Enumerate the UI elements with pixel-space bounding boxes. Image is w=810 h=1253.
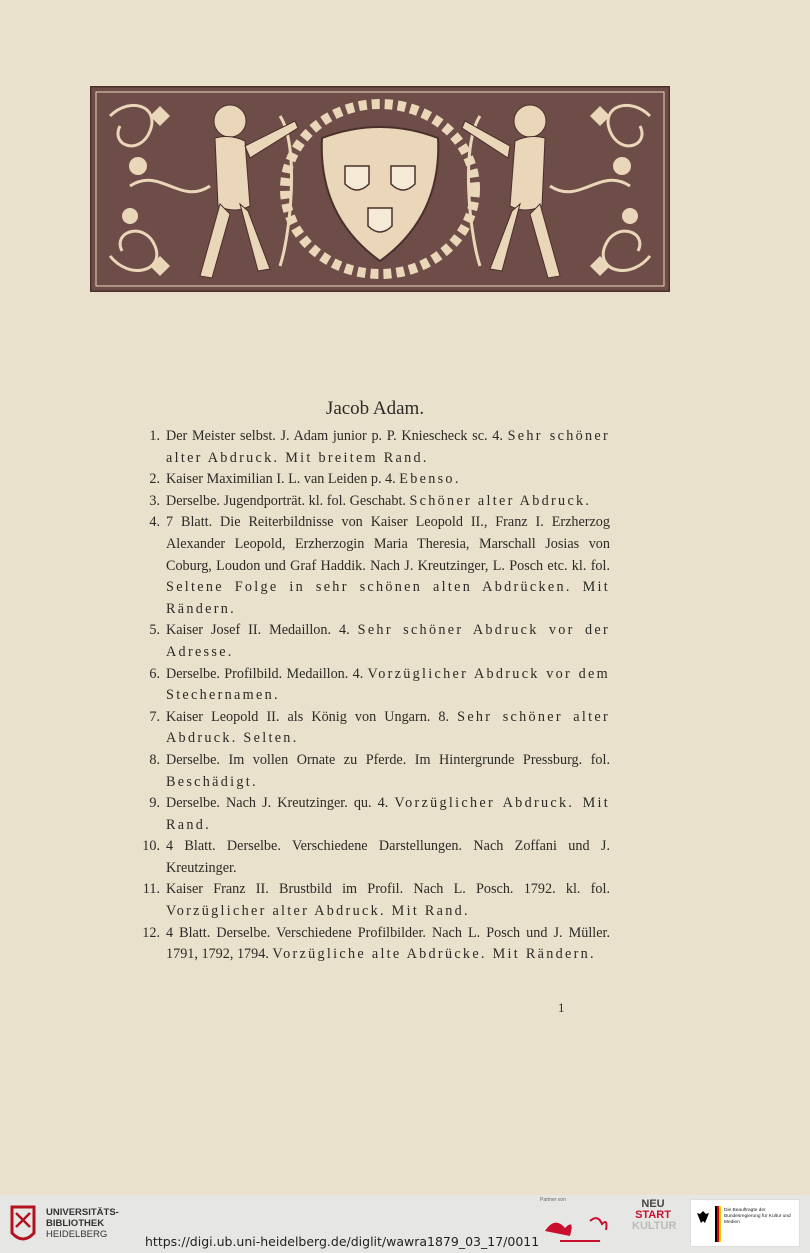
library-name-line: BIBLIOTHEK [46, 1218, 105, 1229]
entry-number: 1. [149, 428, 160, 444]
entry-number: 4. [149, 514, 160, 531]
catalogue-entry [130, 707, 610, 750]
entry-text: Kaiser Leopold II. als König von Ungarn. 8. [166, 708, 450, 725]
entry-number: 5. [149, 622, 160, 639]
entry-note: Beschädigt. [166, 773, 258, 790]
entry-number: 2. [149, 471, 160, 488]
entry-note: Vorzüglicher alter Abdruck. Mit Rand. [166, 903, 470, 920]
catalogue-entry [130, 879, 610, 922]
entry-number: 12. [142, 924, 160, 941]
catalogue-entry [130, 426, 610, 469]
entry-text: Derselbe. Im vollen Ornate zu Pferde. Im Hintergrunde Pressburg. fol. [166, 751, 610, 768]
federal-commissioner-logo[interactable] [690, 1199, 800, 1247]
neustart-kultur-logo[interactable] [632, 1198, 677, 1232]
entry-note: Vorzügliche alte Abdrücke. Mit Rändern. [272, 946, 596, 963]
entry-text: Der Meister selbst. J. Adam junior p. P. Kniescheck sc. 4. [166, 428, 503, 444]
entry-text: 7 Blatt. Die Reiterbildnisse von Kaiser Leopold II., Franz I. Erzherzog Alexander Leopold, Erzherzogin Maria Theresia, Marschall Josias von Coburg, Loudon und Graf Haddik. Nach J. Kreutzinger, L. Posch etc. kl. fol. [166, 514, 610, 574]
entry-text: Derselbe. Jugendporträt. kl. fol. Geschabt. [166, 492, 406, 509]
catalogue-entry [130, 512, 610, 620]
catalogue-entry [130, 664, 610, 707]
university-library-name[interactable] [46, 1207, 119, 1240]
entry-note: Sehr schöner alter Abdruck. Selten. [166, 708, 610, 747]
page-title: Jacob Adam. [325, 398, 425, 419]
logo-line: START [635, 1209, 671, 1221]
entry-note: Ebenso. [399, 471, 461, 488]
entry-text: Kaiser Maximilian I. L. van Leiden p. 4. [166, 471, 396, 488]
partner-label: Partner von [540, 1197, 566, 1203]
logo-line: KULTUR [632, 1220, 677, 1232]
entry-note: Schöner alter Abdruck. [409, 492, 592, 509]
permalink-url[interactable]: https://digi.ub.uni-heidelberg.de/diglit/wawra1879_03_17/0011 [145, 1234, 540, 1249]
partner-library-logo-icon[interactable] [540, 1206, 620, 1246]
page-number: 1 [558, 1000, 565, 1015]
library-name-line: UNIVERSITÄTS- [46, 1207, 119, 1218]
entry-note: Vorzüglicher Abdruck vor dem Stechernamen. [166, 665, 610, 704]
catalogue-entry [130, 750, 610, 793]
entry-number: 10. [142, 838, 160, 855]
catalogue-entry [130, 836, 610, 879]
logo-line: NEU [641, 1198, 665, 1210]
entry-note: Vorzüglicher Abdruck. Mit Rand. [166, 795, 611, 833]
entry-number: 7. [149, 708, 160, 725]
entry-number: 6. [149, 665, 160, 682]
catalogue-entry [130, 491, 610, 513]
library-name-line: HEIDELBERG [46, 1229, 108, 1240]
entry-number: 8. [149, 751, 160, 768]
catalogue-entry [130, 469, 610, 491]
university-library-logo-icon[interactable] [8, 1203, 38, 1247]
entry-note: Seltene Folge in sehr schönen alten Abdrücken. Mit Rändern. [166, 579, 610, 617]
federal-commissioner-text: Die Beauftragte der Bundesregierung für Kultur und Medien [724, 1208, 791, 1225]
catalogue-entry [130, 793, 610, 836]
entry-text: Derselbe. Profilbild. Medaillon. 4. [166, 665, 364, 682]
catalogue-entry [130, 620, 610, 663]
entry-note: Sehr schöner Abdruck vor der Adresse. [166, 622, 611, 660]
federal-eagle-icon [697, 1210, 709, 1224]
ornamental-header-vignette [90, 86, 670, 292]
entry-number: 11. [142, 881, 160, 898]
entry-text: Kaiser Josef II. Medaillon. 4. [166, 622, 350, 639]
catalogue-entry [130, 923, 610, 966]
entry-number: 3. [149, 492, 160, 509]
entry-note: Sehr schöner alter Abdruck. Mit breitem Rand. [166, 428, 610, 466]
entry-text: 4 Blatt. Derselbe. Verschiedene Profilbilder. Nach L. Posch und J. Müller. 1791, 1792, 1794. [166, 924, 610, 963]
entry-number: 9. [149, 795, 160, 812]
entry-text: Kaiser Franz II. Brustbild im Profil. Nach L. Posch. 1792. kl. fol. [166, 881, 610, 898]
catalogue-entry-list [130, 426, 610, 966]
entry-text: Derselbe. Nach J. Kreutzinger. qu. 4. [166, 795, 389, 812]
entry-text: 4 Blatt. Derselbe. Verschiedene Darstellungen. Nach Zoffani und J. Kreutzinger. [166, 838, 610, 876]
